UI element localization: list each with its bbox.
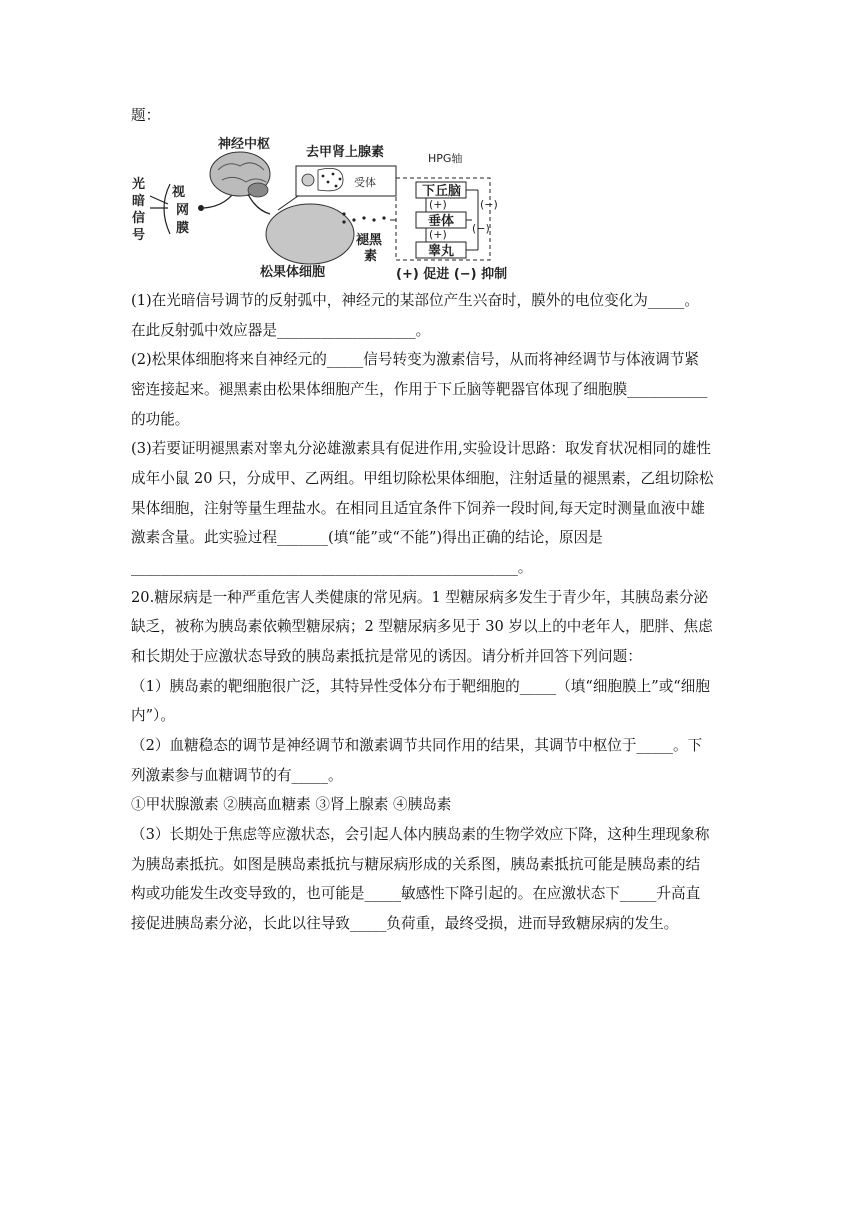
melatonin-label: 素 [364,249,378,264]
retina-char: 膜 [176,221,190,236]
text-line: 成年小鼠 20 只，分成甲、乙两组。甲组切除松果体细胞，注射适量的褪黑素，乙组切除松 [131,470,714,487]
text-line: (1)在光暗信号调节的反射弧中，神经元的某部位产生兴奋时，膜外的电位变化为_____。 [131,292,699,309]
text-line: （3）长期处于焦虑等应激状态，会引起人体内胰岛素的生物学效应下降，这种生理现象称 [131,826,710,843]
text-line: （2）血糖稳态的调节是神经调节和激素调节共同作用的结果，其调节中枢位于_____。下 [131,737,703,754]
text-line: 缺乏，被称为胰岛素依赖型糖尿病；2 型糖尿病多见于 30 岁以上的中老年人，肥胖、焦虑 [131,618,713,635]
hpg-diagram [128,134,530,284]
hpg-axis-label: HPG轴 [428,152,463,165]
text-line: 和长期处于应激状态导致的胰岛素抵抗是常见的诱因。请分析并回答下列问题： [131,648,642,665]
text-line: ①甲状腺激素 ②胰高血糖素 ③肾上腺素 ④胰岛素 [131,796,452,813]
text-line: 接促进胰岛素分泌，长此以往导致_____负荷重，最终受损，进而导致糖尿病的发生。 [131,915,679,932]
text-line: (2)松果体细胞将来自神经元的_____信号转变为激素信号，从而将神经调节与体液调节紧 [131,351,699,368]
signal-char: 号 [132,228,146,243]
hpg-axis-figure [128,134,530,284]
text-line: 构或功能发生改变导致的，也可能是_____敏感性下降引起的。在应激状态下_____升高直 [131,885,701,902]
vesicle-icon [302,174,314,186]
inhibit-mark: (−) [472,222,490,235]
melatonin-label: 褪黑 [356,233,383,248]
pineal-cell-label: 松果体细胞 [260,265,326,280]
promote-mark: (+) [429,198,447,211]
text-line: (3)若要证明褪黑素对睾丸分泌雄激素具有促进作用,实验设计思路：取发育状况相同的雄性 [131,440,711,457]
text-line: 为胰岛素抵抗。如图是胰岛素抵抗与糖尿病形成的关系图，胰岛素抵抗可能是胰岛素的结 [131,856,701,873]
retina-curve-icon [164,184,170,234]
brain-icon [210,152,270,197]
text-line: 的功能。 [131,411,190,428]
neuron-body-icon [198,205,204,211]
hypothalamus-label: 下丘脑 [422,184,462,199]
text-line: 列激素参与血糖调节的有_____。 [131,767,343,784]
text-line: _____________________________________________________。 [131,559,533,576]
text-line: 内”）。 [131,707,175,724]
text-line: 果体细胞，注射等量生理盐水。在相同且适宜条件下饲养一段时间,每天定时测量血液中雄 [131,500,705,517]
inhibit-mark: (−) [480,198,498,211]
pituitary-label: 垂体 [428,214,455,229]
pineal-cell-shape [266,204,354,264]
signal-char: 光 [132,177,146,192]
text-line: 20.糖尿病是一种严重危害人类健康的常见病。1 型糖尿病多发生于青少年，其胰岛素分泌 [131,589,709,606]
text-line: 密连接起来。褪黑素由松果体细胞产生，作用于下丘脑等靶器官体现了细胞膜___________ [131,381,708,398]
testis-label: 睾丸 [428,244,455,259]
text-line: 题： [131,107,161,124]
nerve-center-label: 神经中枢 [218,137,271,152]
legend-text: (+) 促进 (−) 抑制 [396,267,508,282]
signal-char: 信 [132,211,146,226]
text-line: 激素含量。此实验过程_______(填“能”或“不能”)得出正确的结论，原因是 [131,529,603,546]
receptor-label: 受体 [354,176,376,189]
retina-char: 网 [176,203,190,218]
text-line: 在此反射弧中效应器是___________________。 [131,322,431,339]
signal-char: 暗 [132,194,146,209]
text-line: （1）胰岛素的靶细胞很广泛，其特异性受体分布于靶细胞的_____（填“细胞膜上”或“细胞 [131,678,710,695]
retina-char: 视 [172,185,186,200]
promote-mark: (+) [429,228,447,241]
norepinephrine-label: 去甲肾上腺素 [306,145,385,160]
